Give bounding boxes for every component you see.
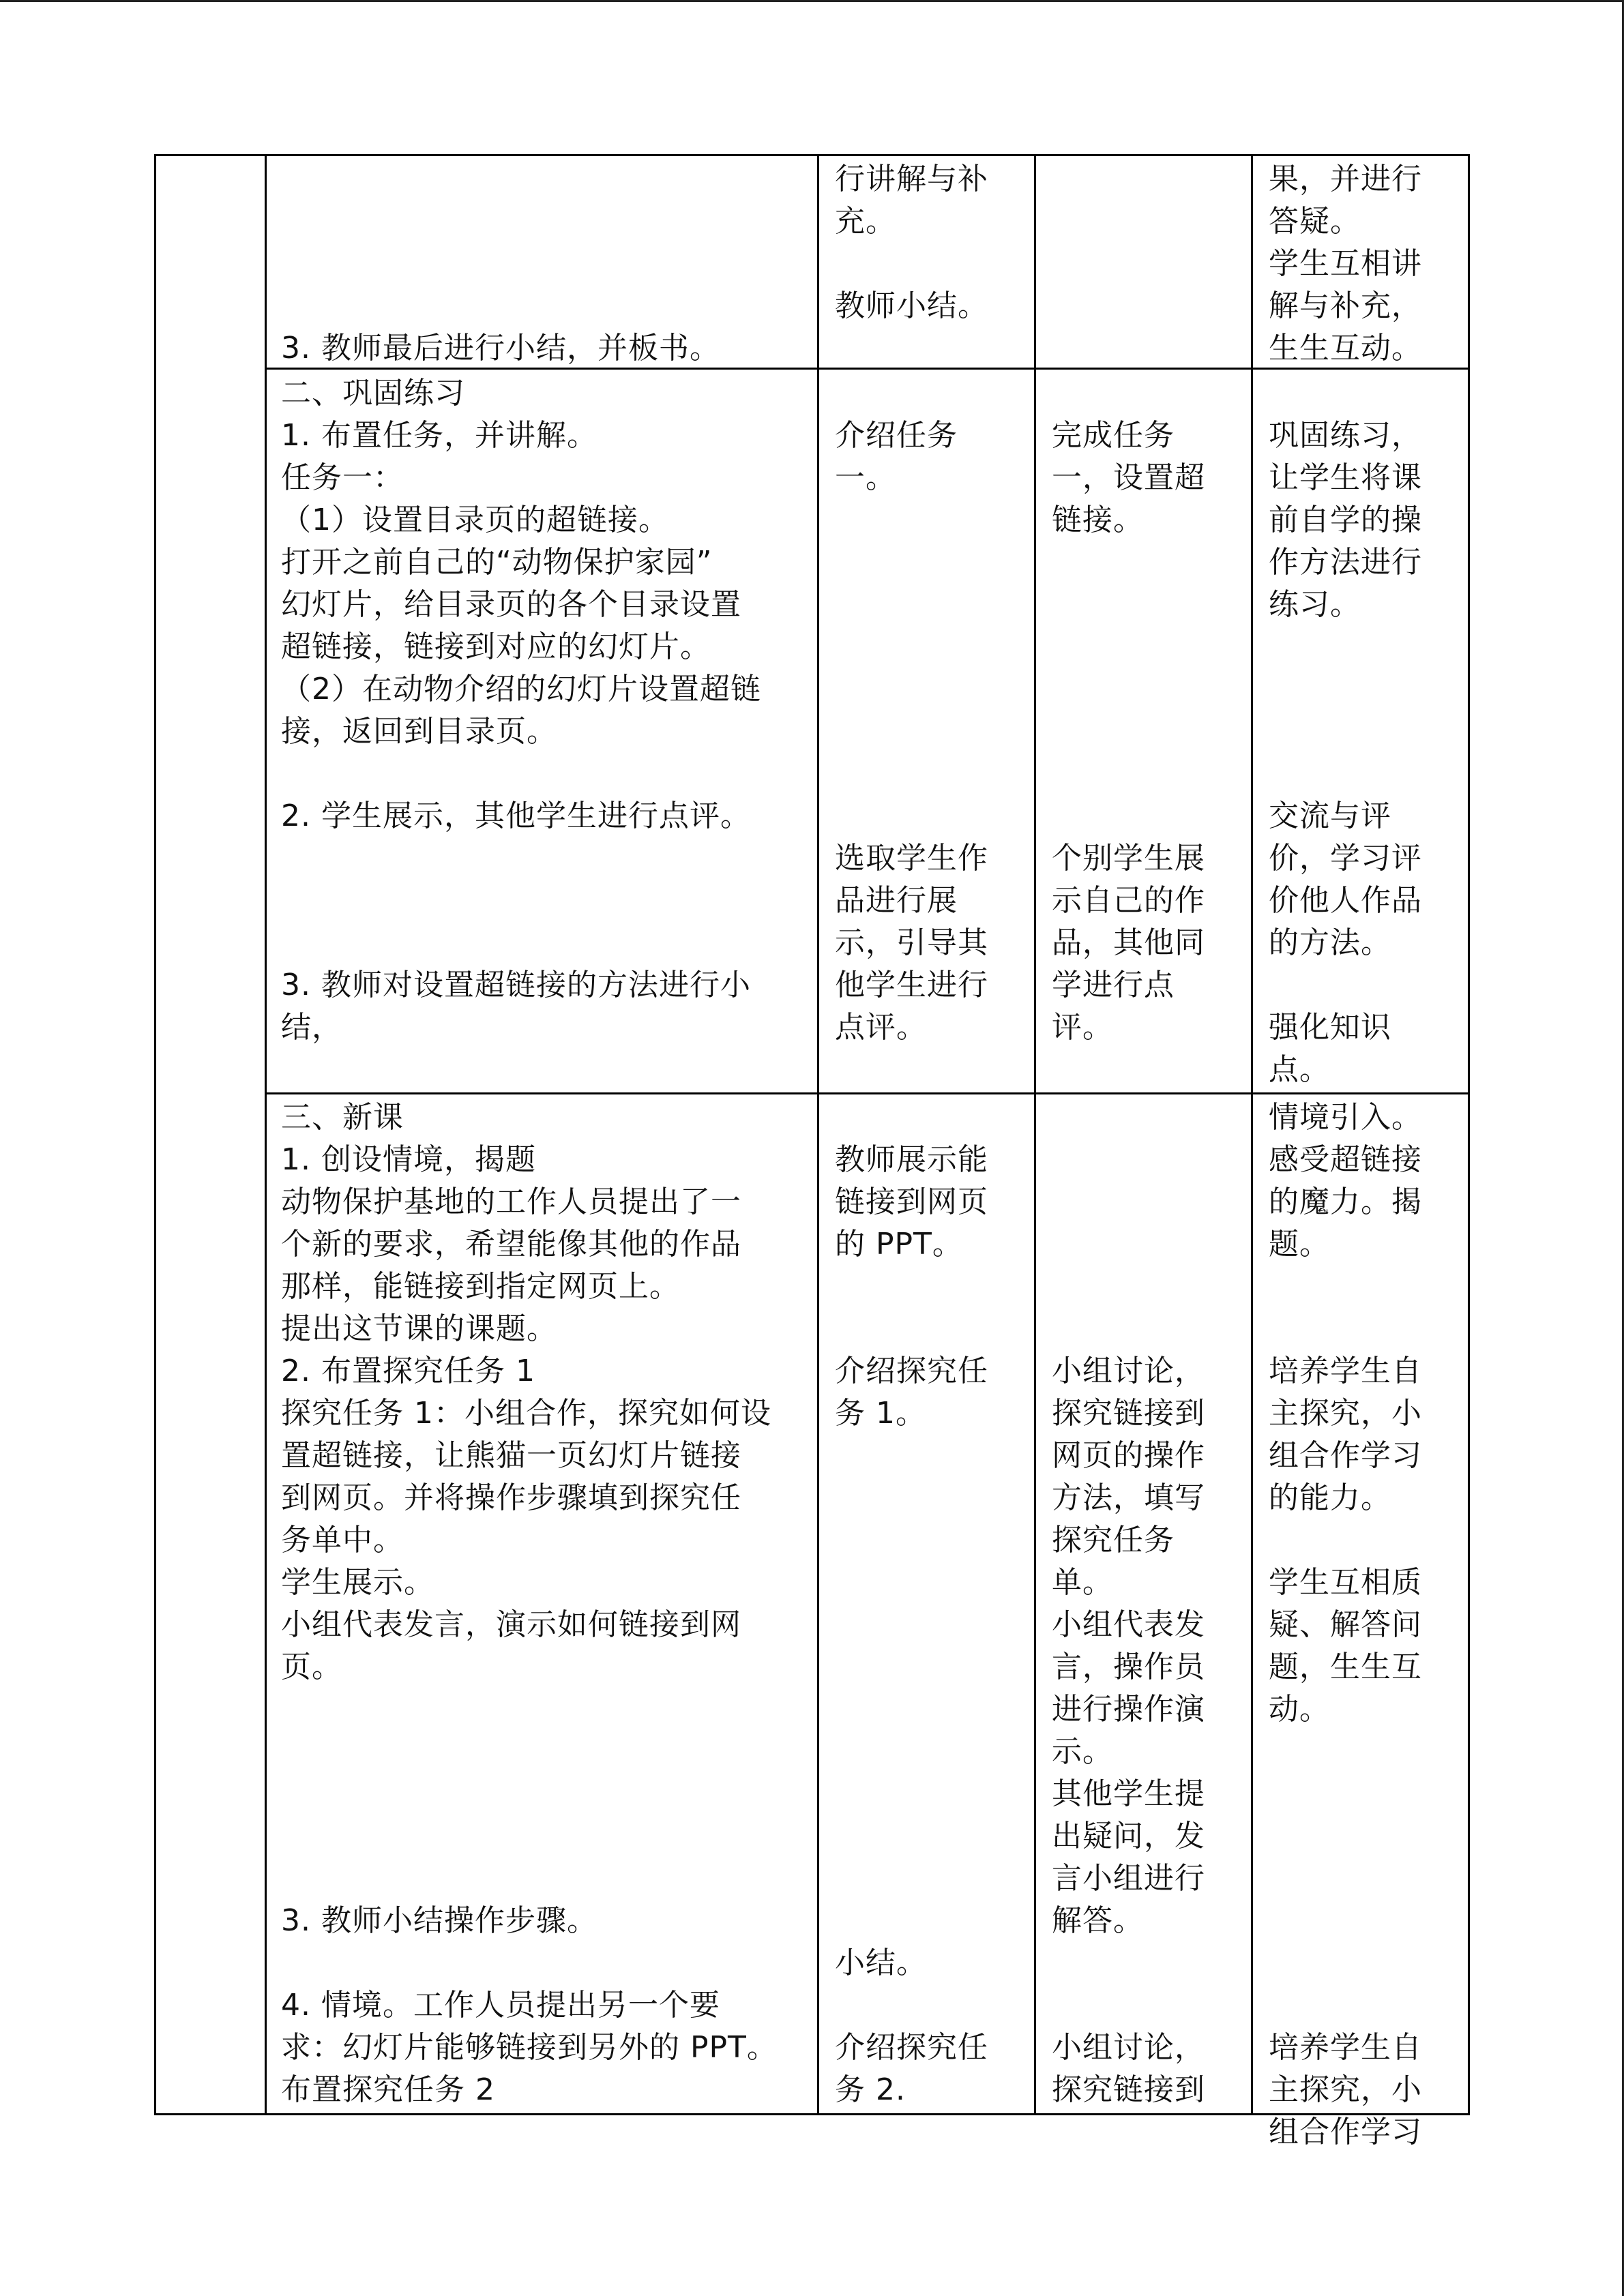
- table-rule: [265, 154, 267, 2115]
- table-row-3-teacher: 教师展示能 链接到网页 的 PPT。 介绍探究任 务 1。 小结。 介绍探究任 务 2.: [835, 1142, 988, 2107]
- table-rule: [154, 154, 1470, 156]
- table-rule: [265, 1092, 1470, 1094]
- table-row-1-teacher: 行讲解与补 充。 教师小结。: [835, 162, 988, 323]
- table-row-3-student: 小组讨论， 探究链接到 网页的操作 方法，填写 探究任务 单。 小组代表发 言，操作员 进行操作演 示。 其他学生提 出疑问，发 言小组进行 解答。 小组讨论， 探究链接到: [1052, 1354, 1205, 2107]
- table-row-2-teacher: 介绍任务 一。 选取学生作 品进行展 示，引导其 他学生进行 点评。: [835, 418, 988, 1045]
- table-row-1-intent: 果，并进行 答疑。 学生互相讲 解与补充， 生生互动。: [1269, 162, 1422, 366]
- table-row-1-process: 3. 教师最后进行小结，并板书。: [281, 331, 720, 366]
- page-top-border: [0, 0, 1624, 2]
- table-rule: [1251, 154, 1253, 2115]
- table-row-2-student: 完成任务 一，设置超 链接。 个别学生展 示自己的作 品，其他同 学进行点 评。: [1052, 418, 1205, 1045]
- table-rule: [1034, 154, 1036, 2115]
- table-rule: [817, 154, 819, 2115]
- table-row-3-process: 三、新课 1. 创设情境，揭题 动物保护基地的工作人员提出了一 个新的要求，希望能像其他的作品 那样，能链接到指定网页上。 提出这节课的课题。 2. 布置探究任务 1 探究任务 1：小组合作，探究如何设 置超链接，让熊猫一页幻灯片链接 到网页。并将操作步骤填到探究任 务单中。 学生展示。 小组代表发言，演示如何链接到网 页。 3. 教师小结操作步骤。 4. 情境。工作人员提出另一个要 求：幻灯片能够链接到另外的 PPT。 布置探究任务 2: [281, 1100, 778, 2107]
- table-rule: [1468, 154, 1470, 2115]
- table-row-2-process: 二、巩固练习 1. 布置任务，并讲解。 任务一： （1）设置目录页的超链接。 打开之前自己的“动物保护家园” 幻灯片，给目录页的各个目录设置 超链接，链接到对应的幻灯片。 （2）在动物介绍的幻灯片设置超链 接，返回到目录页。 2. 学生展示，其他学生进行点评。 3. 教师对设置超链接的方法进行小 结，: [281, 376, 761, 1045]
- table-row-3-intent: 情境引入。 感受超链接 的魔力。揭 题。 培养学生自 主探究，小 组合作学习 的能力。 学生互相质 疑、解答问 题，生生互 动。 培养学生自 主探究，小 组合作学习: [1269, 1100, 1422, 2149]
- table-rule: [154, 154, 156, 2115]
- table-row-2-intent: 巩固练习， 让学生将课 前自学的操 作方法进行 练习。 交流与评 价，学习评 价他人作品 的方法。 强化知识 点。: [1269, 418, 1422, 1087]
